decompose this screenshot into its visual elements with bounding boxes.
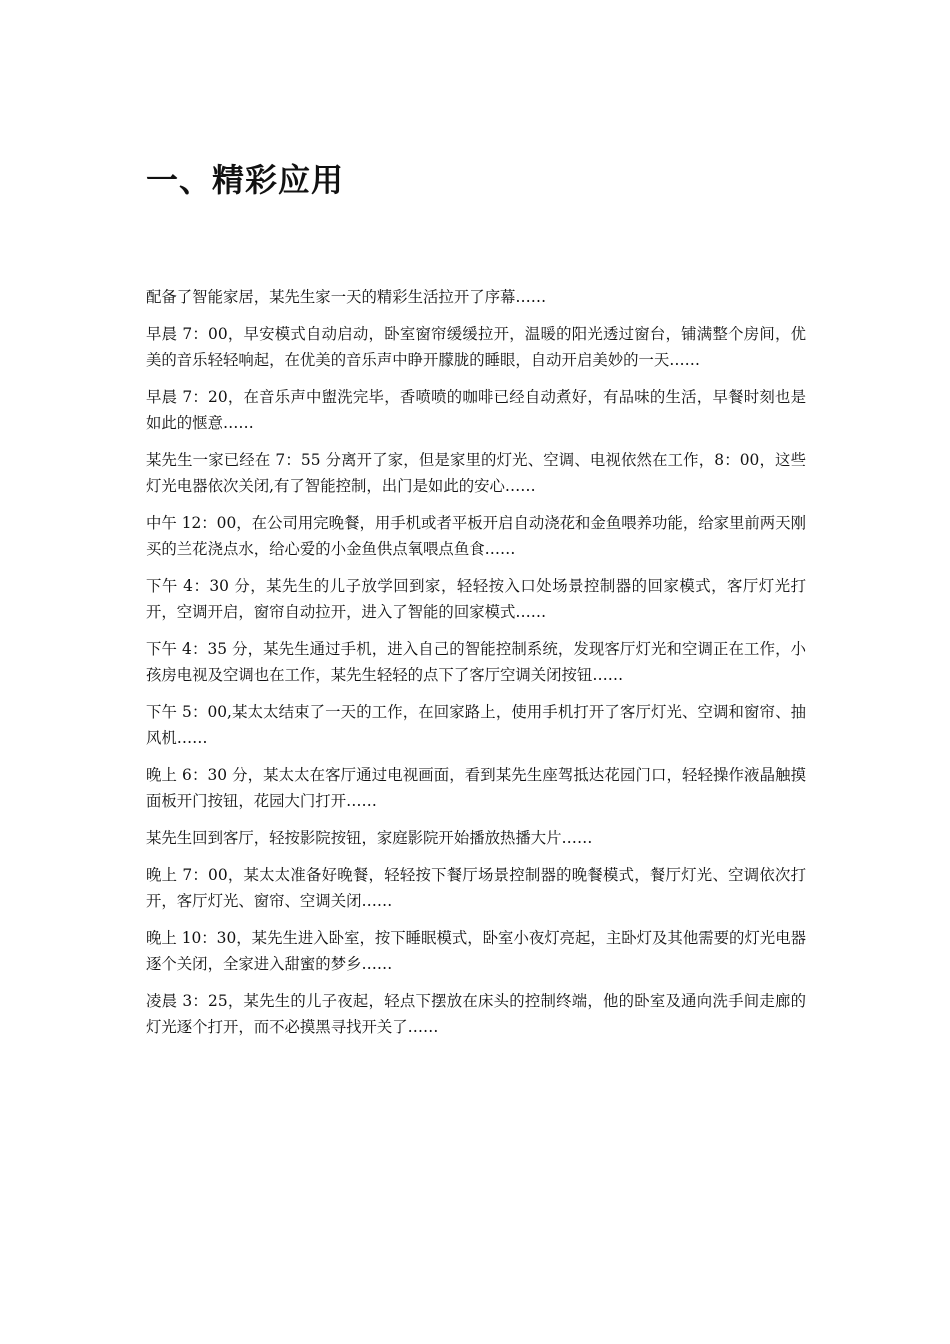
paragraph-0720: 早晨 7：20，在音乐声中盥洗完毕，香喷喷的咖啡已经自动煮好，有品味的生活，早餐时刻也是如此的惬意…… [146, 388, 806, 432]
paragraph-1700: 下午 5：00,某太太结束了一天的工作，在回家路上，使用手机打开了客厅灯光、空调和窗帘、抽风机…… [146, 703, 806, 747]
paragraph-0325: 凌晨 3：25，某先生的儿子夜起，轻点下摆放在床头的控制终端，他的卧室及通向洗手间走廊的灯光逐个打开，而不必摸黑寻找开关了…… [146, 992, 806, 1036]
paragraph-1900: 晚上 7：00，某太太准备好晚餐，轻轻按下餐厅场景控制器的晚餐模式，餐厅灯光、空调依次打开，客厅灯光、窗帘、空调关闭…… [146, 866, 806, 910]
paragraph-2230: 晚上 10：30，某先生进入卧室，按下睡眠模式，卧室小夜灯亮起，主卧灯及其他需要的灯光电器逐个关闭，全家进入甜蜜的梦乡…… [146, 929, 806, 973]
paragraph-1635: 下午 4：35 分，某先生通过手机，进入自己的智能控制系统，发现客厅灯光和空调正在工作，小孩房电视及空调也在工作，某先生轻轻的点下了客厅空调关闭按钮…… [146, 640, 806, 684]
body-text [146, 284, 806, 1051]
paragraph-1830: 晚上 6：30 分，某太太在客厅通过电视画面，看到某先生座驾抵达花园门口，轻轻操作液晶触摸面板开门按钮，花园大门打开…… [146, 766, 806, 810]
paragraph-1630: 下午 4：30 分，某先生的儿子放学回到家，轻轻按入口处场景控制器的回家模式，客厅灯光打开，空调开启，窗帘自动拉开，进入了智能的回家模式…… [146, 577, 806, 621]
paragraph-1200: 中午 12：00，在公司用完晚餐，用手机或者平板开启自动浇花和金鱼喂养功能，给家里前两天刚买的兰花浇点水，给心爱的小金鱼供点氧喂点鱼食…… [146, 514, 806, 558]
paragraph-0700: 早晨 7：00，早安模式自动启动，卧室窗帘缓缓拉开，温暖的阳光透过窗台，铺满整个房间，优美的音乐轻轻响起，在优美的音乐声中睁开朦胧的睡眼，自动开启美妙的一天…… [146, 325, 806, 369]
paragraph-intro: 配备了智能家居，某先生家一天的精彩生活拉开了序幕…… [146, 288, 547, 306]
paragraph-home-theater: 某先生回到客厅，轻按影院按钮，家庭影院开始播放热播大片…… [146, 829, 593, 847]
paragraph-0755: 某先生一家已经在 7：55 分离开了家，但是家里的灯光、空调、电视依然在工作，8：00，这些灯光电器依次关闭,有了智能控制，出门是如此的安心…… [146, 451, 806, 495]
section-heading: 一、精彩应用 [146, 161, 345, 199]
